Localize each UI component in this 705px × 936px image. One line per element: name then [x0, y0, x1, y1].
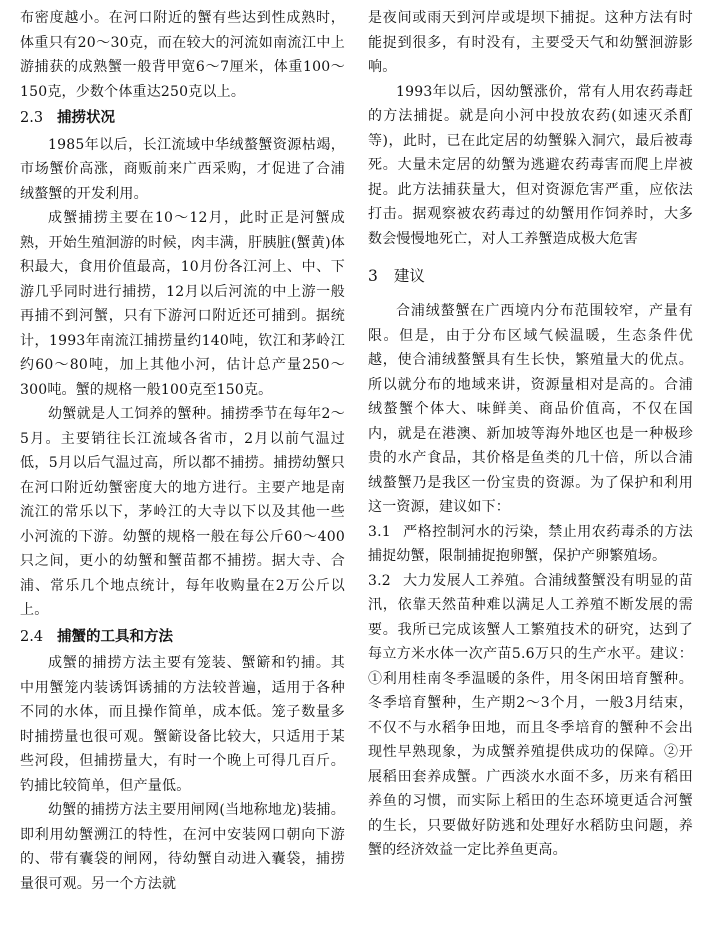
paragraph-pesticide-harm: 1993年以后，因幼蟹涨价，常有人用农药毒赶的方法捕捉。就是向小河中投放农药(如速灭杀酊等)，此时，已在此定居的幼蟹躲入洞穴，最后被毒死。大量未定居的幼蟹为逃避农药毒害而爬上岸被捉。此方法捕获量大，但对资源危害严重，应依法打击。据观察被农药毒过的幼蟹用作饲养时，大多数会慢慢地死亡，对人工养蟹造成极大危害 [368, 83, 693, 247]
right-column [368, 6, 693, 863]
recommendation-number: 3.2 [368, 572, 391, 589]
paragraph-resource-value: 合浦绒螯蟹在广西境内分布范围较窄，产量有限。但是，由于分布区域气候温暖，生态条件优越，使合浦绒螯蟹具有生长快，繁殖量大的优点。所以就分布的地域来讲，资源量相对是高的。合浦绒螯蟹个体大、味鲜美、商品价值高，不仅在国内，就是在港澳、新加坡等海外地区也是一种极珍贵的水产食品，其价格是鱼类的几十倍，所以合浦绒螯蟹乃是我区一份宝贵的资源。为了保护和利用这一资源，建议如下： [368, 303, 693, 515]
recommendation-text: 严格控制河水的污染，禁止用农药毒杀的方法捕捉幼蟹，限制捕捉抱卵蟹，保护产卵繁殖场。 [368, 523, 693, 564]
section-number: 3 [368, 267, 378, 285]
paragraph-market-history: 1985年以后，长江流域中华绒螯蟹资源枯竭，市场蟹价高涨，商贩前来广西采购，才促进了合浦绒螯蟹的开发利用。 [20, 136, 345, 202]
section-number: 2.3 [20, 110, 44, 126]
section-title: 捕蟹的工具和方法 [57, 627, 174, 645]
left-column [20, 6, 345, 896]
paragraph-adult-crab-catch: 成蟹捕捞主要在10～12月，此时正是河蟹成熟，开始生殖洄游的时候，肉丰满，肝胰脏(蟹黄)体积最大，食用价值最高，10月份各江河上、中、下游几乎同时进行捕捞，12月以后河流的中上游一般再捕不到河蟹，只有下游河口附近还可捕到。据统计，1993年南流江捕捞量约140吨，钦江和茅岭江约60～80吨，加上其他小河，估计总产量250～300吨。蟹的规格一般100克至150克。 [20, 210, 345, 398]
section-2-4-heading [20, 625, 345, 650]
paragraph-density-size: 布密度越小。在河口附近的蟹有些达到性成熟时，体重只有20～30克，而在较大的河流如南流江中上游捕获的成熟蟹一般背甲宽6～7厘米，体重100～150克，少数个体重达250克以上。 [20, 10, 345, 100]
paragraph-juvenile-methods: 幼蟹的捕捞方法主要用闸网(当地称地龙)装捕。即利用幼蟹溯江的特性，在河中安装网口朝向下游的、带有囊袋的闸网，待幼蟹自动进入囊袋，捕捞量很可观。另一个方法就 [20, 802, 345, 892]
recommendation-3-2 [368, 569, 693, 863]
paragraph-night-catch: 是夜间或雨天到河岸或堤坝下捕捉。这种方法有时能捉到很多，有时没有，主要受天气和幼蟹洄游影响。 [368, 10, 693, 75]
section-title: 建议 [393, 267, 425, 285]
section-3-heading [368, 263, 693, 289]
paragraph-juvenile-crab-catch: 幼蟹就是人工饲养的蟹种。捕捞季节在每年2～5月。主要销往长江流域各省市，2月以前气温过低，5月以后气温过高，所以都不捕捞。捕捞幼蟹只在河口附近幼蟹密度大的地方进行。主要产地是南流江的常乐以下，茅岭江的大寺以下以及其他一些小河流的下游。幼蟹的规格一般在每公斤60～400只之间，更小的幼蟹和蟹苗都不捕捞。据大寺、合浦、常乐几个地点统计，每年收购量在2万公斤以上。 [20, 406, 345, 618]
recommendation-text: 大力发展人工养殖。合浦绒螯蟹没有明显的苗汛，依靠天然苗种难以满足人工养殖不断发展的需要。我所已完成该蟹人工繁殖技术的研究，达到了每立方米水体一次产苗5.6万只的生产水平。建议：①利用桂南冬季温暖的条件，用冬闲田培育蟹种。冬季培育蟹种，生产期2～3个月，一般3月结束，不仅不与水稻争田地，而且冬季培育的蟹种不会出现性早熟现象，为成蟹养殖提供成功的保障。②开展稻田套养成蟹。广西淡水水面不多，历来有稻田养鱼的习惯，而实际上稻田的生态环境更适合河蟹的生长，只要做好防逃和处理好水稻防虫问题，养蟹的经济效益一定比养鱼更高。 [368, 572, 693, 858]
paragraph-adult-methods: 成蟹的捕捞方法主要有笼装、蟹簖和钓捕。其中用蟹笼内装诱饵诱捕的方法较普遍，适用于各种不同的水体，而且操作简单，成本低。笼子数量多时捕捞量也很可观。蟹簖设备比较大，只适用于某些河段，但捕捞量大，有时一个晚上可得几百斤。钓捕比较简单，但产量低。 [20, 655, 345, 794]
section-title: 捕捞状况 [57, 109, 116, 126]
recommendation-3-1 [368, 520, 693, 569]
section-2-3-heading [20, 106, 345, 131]
section-number: 2.4 [20, 628, 44, 645]
recommendation-number: 3.1 [368, 523, 391, 540]
